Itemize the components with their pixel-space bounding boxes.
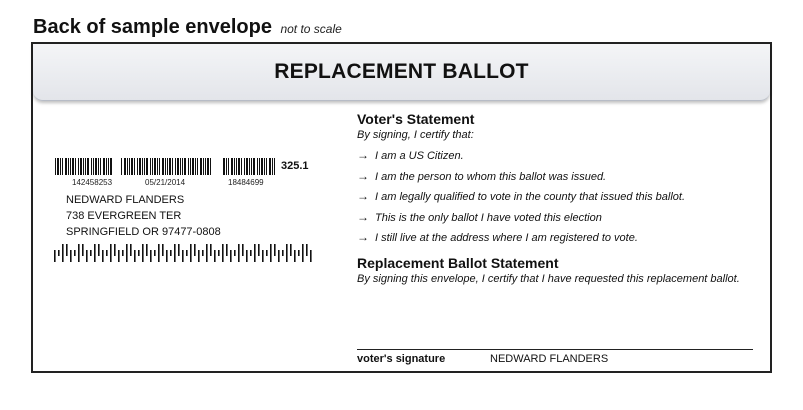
barcode-number-1: 142458253	[72, 178, 113, 187]
address-street: 738 EVERGREEN TER	[66, 210, 182, 222]
statement-item	[357, 146, 757, 167]
statement-item-text: I am a US Citizen.	[375, 150, 464, 162]
barcode-weight: 325.1	[281, 160, 309, 172]
heading-title: Back of sample envelope	[33, 16, 272, 38]
address-name: NEDWARD FLANDERS	[66, 194, 185, 206]
statement-item-text: I am the person to whom this ballot was issued.	[375, 170, 607, 183]
statement-item	[357, 167, 757, 188]
barcode-2	[121, 158, 213, 175]
intelligent-mail-barcode	[54, 244, 319, 262]
address-city: SPRINGFIELD OR 97477-0808	[66, 226, 221, 238]
voters-statement-title: Voter's Statement	[357, 111, 475, 127]
statement-item-text: I still live at the address where I am registered to vote.	[375, 232, 638, 244]
voters-statement	[357, 110, 757, 287]
barcode-1	[55, 158, 113, 175]
arrow-right-icon: →	[357, 209, 369, 224]
barcode-number-2: 05/21/2014	[145, 178, 186, 187]
address-block	[53, 156, 353, 267]
statement-item-text: This is the only ballot I have voted this election	[375, 211, 602, 224]
barcode-row	[53, 156, 353, 192]
signature-name: NEDWARD FLANDERS	[490, 353, 609, 365]
replacement-statement-body: By signing this envelope, I certify that I have requested this replacement ballot.	[357, 272, 740, 285]
page-heading	[33, 16, 342, 39]
signature-label: voter's signature	[357, 353, 446, 365]
signature-line	[357, 349, 753, 350]
envelope-back	[31, 42, 772, 373]
statement-item	[357, 187, 757, 208]
voters-statement-intro: By signing, I certify that:	[357, 129, 474, 141]
statement-item	[357, 228, 757, 249]
replacement-statement-title: Replacement Ballot Statement	[357, 254, 559, 271]
heading-note: not to scale	[280, 22, 342, 36]
arrow-right-icon: →	[357, 189, 369, 203]
arrow-right-icon: →	[357, 168, 369, 183]
barcode-3	[223, 158, 275, 175]
barcode-number-3: 18484699	[228, 178, 264, 187]
arrow-right-icon: →	[357, 230, 369, 244]
statement-item	[357, 208, 757, 229]
flap-title: REPLACEMENT BALLOT	[274, 60, 529, 83]
envelope-flap	[33, 44, 770, 101]
arrow-right-icon: →	[357, 148, 369, 162]
statement-item-text: I am legally qualified to vote in the county that issued this ballot.	[375, 191, 686, 203]
